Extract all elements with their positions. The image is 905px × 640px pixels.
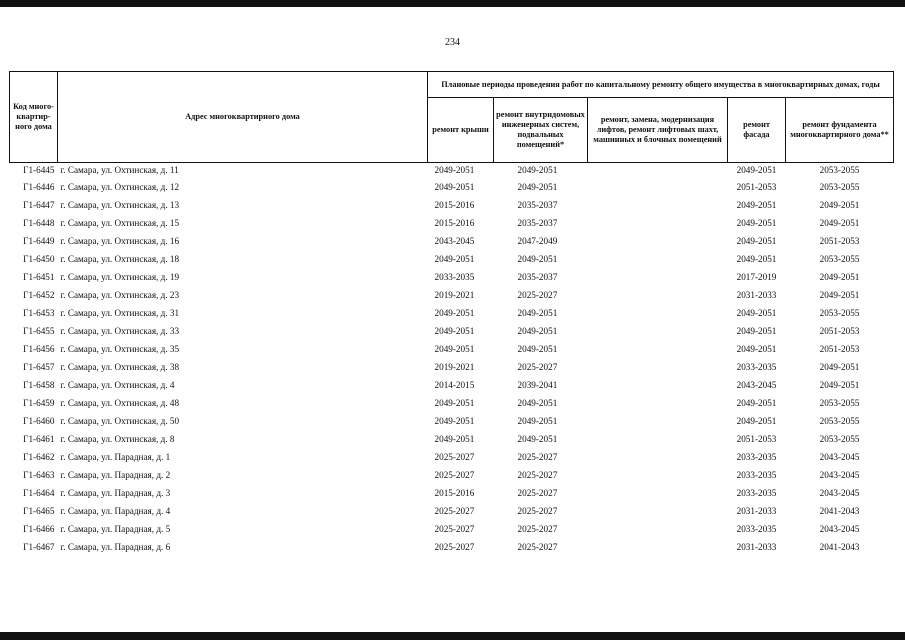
address-cell: г. Самара, ул. Охтинская, д. 12	[60, 182, 180, 192]
table-row	[10, 376, 894, 394]
foundation-period-cell: 2041-2043	[819, 506, 860, 516]
lifts-period-cell	[588, 304, 728, 322]
lifts-period-cell	[588, 340, 728, 358]
table-row	[10, 232, 894, 250]
address-cell: г. Самара, ул. Охтинская, д. 35	[60, 344, 180, 354]
lifts-period-cell	[588, 178, 728, 196]
address-cell: г. Самара, ул. Охтинская, д. 23	[60, 290, 180, 300]
house-code-cell: Г1-6450	[23, 254, 55, 264]
roof-period-cell: 2025-2027	[434, 470, 475, 480]
house-code-cell: Г1-6460	[23, 416, 55, 426]
foundation-period-cell: 2053-2055	[819, 182, 860, 192]
house-code-cell: Г1-6449	[23, 236, 55, 246]
facade-period-cell: 2049-2051	[736, 218, 777, 228]
lifts-period-cell	[588, 520, 728, 538]
house-code-cell: Г1-6458	[23, 380, 55, 390]
house-code-cell: Г1-6457	[23, 362, 55, 372]
foundation-period-cell: 2053-2055	[819, 434, 860, 444]
roof-period-cell: 2015-2016	[434, 218, 475, 228]
address-cell: г. Самара, ул. Охтинская, д. 50	[60, 416, 180, 426]
header-engineering: ремонт внутридомовых инженерных систем, подвальных помещений*	[494, 98, 588, 163]
lifts-period-cell	[588, 394, 728, 412]
facade-period-cell: 2049-2051	[736, 254, 777, 264]
engineering-period-cell: 2049-2051	[517, 398, 558, 408]
engineering-period-cell: 2025-2027	[517, 452, 558, 462]
roof-period-cell: 2049-2051	[434, 344, 475, 354]
engineering-period-cell: 2025-2027	[517, 290, 558, 300]
lifts-period-cell	[588, 484, 728, 502]
lifts-period-cell	[588, 538, 728, 556]
table-header	[10, 72, 894, 163]
foundation-period-cell: 2051-2053	[819, 344, 860, 354]
address-cell: г. Самара, ул. Охтинская, д. 15	[60, 218, 180, 228]
engineering-period-cell: 2049-2051	[517, 416, 558, 426]
roof-period-cell: 2043-2045	[434, 236, 475, 246]
lifts-period-cell	[588, 412, 728, 430]
foundation-period-cell: 2041-2043	[819, 542, 860, 552]
house-code-cell: Г1-6446	[23, 182, 55, 192]
house-code-cell: Г1-6453	[23, 308, 55, 318]
roof-period-cell: 2015-2016	[434, 488, 475, 498]
house-code-cell: Г1-6461	[23, 434, 55, 444]
engineering-period-cell: 2035-2037	[517, 272, 558, 282]
engineering-period-cell: 2049-2051	[517, 326, 558, 336]
foundation-period-cell: 2053-2055	[819, 308, 860, 318]
engineering-period-cell: 2025-2027	[517, 542, 558, 552]
foundation-period-cell: 2051-2053	[819, 236, 860, 246]
lifts-period-cell	[588, 214, 728, 232]
lifts-period-cell	[588, 163, 728, 179]
header-code: Код много-квартир-ного дома	[10, 72, 58, 163]
house-code-cell: Г1-6462	[23, 452, 55, 462]
address-cell: г. Самара, ул. Парадная, д. 1	[60, 452, 171, 462]
address-cell: г. Самара, ул. Охтинская, д. 11	[60, 165, 179, 175]
address-cell: г. Самара, ул. Парадная, д. 4	[60, 506, 171, 516]
address-cell: г. Самара, ул. Охтинская, д. 16	[60, 236, 180, 246]
foundation-period-cell: 2049-2051	[819, 380, 860, 390]
table-row	[10, 268, 894, 286]
facade-period-cell: 2051-2053	[736, 434, 777, 444]
foundation-period-cell: 2051-2053	[819, 326, 860, 336]
capital-repair-schedule-table	[9, 71, 894, 556]
lifts-period-cell	[588, 430, 728, 448]
roof-period-cell: 2014-2015	[434, 380, 475, 390]
header-lifts: ремонт, замена, модернизация лифтов, ремонт лифтовых шахт, машинных и блочных помещений	[588, 98, 728, 163]
roof-period-cell: 2049-2051	[434, 182, 475, 192]
table-row	[10, 412, 894, 430]
lifts-period-cell	[588, 232, 728, 250]
foundation-period-cell: 2053-2055	[819, 254, 860, 264]
house-code-cell: Г1-6456	[23, 344, 55, 354]
facade-period-cell: 2049-2051	[736, 344, 777, 354]
header-foundation: ремонт фундамента многоквартирного дома**	[786, 98, 894, 163]
roof-period-cell: 2019-2021	[434, 362, 475, 372]
facade-period-cell: 2049-2051	[736, 200, 777, 210]
table-row	[10, 322, 894, 340]
facade-period-cell: 2049-2051	[736, 416, 777, 426]
address-cell: г. Самара, ул. Охтинская, д. 8	[60, 434, 175, 444]
lifts-period-cell	[588, 448, 728, 466]
lifts-period-cell	[588, 358, 728, 376]
house-code-cell: Г1-6448	[23, 218, 55, 228]
facade-period-cell: 2049-2051	[736, 308, 777, 318]
facade-period-cell: 2017-2019	[736, 272, 777, 282]
engineering-period-cell: 2049-2051	[517, 182, 558, 192]
facade-period-cell: 2049-2051	[736, 165, 777, 175]
roof-period-cell: 2015-2016	[434, 200, 475, 210]
house-code-cell: Г1-6447	[23, 200, 55, 210]
engineering-period-cell: 2039-2041	[517, 380, 558, 390]
engineering-period-cell: 2049-2051	[517, 254, 558, 264]
engineering-period-cell: 2049-2051	[517, 344, 558, 354]
address-cell: г. Самара, ул. Охтинская, д. 48	[60, 398, 180, 408]
table-body	[10, 163, 894, 557]
engineering-period-cell: 2025-2027	[517, 362, 558, 372]
table-row	[10, 163, 894, 179]
table-row	[10, 538, 894, 556]
address-cell: г. Самара, ул. Охтинская, д. 18	[60, 254, 180, 264]
house-code-cell: Г1-6451	[23, 272, 55, 282]
header-facade: ремонт фасада	[728, 98, 786, 163]
roof-period-cell: 2025-2027	[434, 524, 475, 534]
table-row	[10, 466, 894, 484]
roof-period-cell: 2049-2051	[434, 254, 475, 264]
facade-period-cell: 2033-2035	[736, 452, 777, 462]
facade-period-cell: 2043-2045	[736, 380, 777, 390]
table-row	[10, 286, 894, 304]
foundation-period-cell: 2049-2051	[819, 290, 860, 300]
house-code-cell: Г1-6463	[23, 470, 55, 480]
table-row	[10, 304, 894, 322]
house-code-cell: Г1-6455	[23, 326, 55, 336]
engineering-period-cell: 2049-2051	[517, 308, 558, 318]
roof-period-cell: 2049-2051	[434, 434, 475, 444]
engineering-period-cell: 2049-2051	[517, 165, 558, 175]
roof-period-cell: 2049-2051	[434, 165, 475, 175]
engineering-period-cell: 2035-2037	[517, 200, 558, 210]
table-row	[10, 430, 894, 448]
table-row	[10, 358, 894, 376]
facade-period-cell: 2033-2035	[736, 488, 777, 498]
foundation-period-cell: 2043-2045	[819, 452, 860, 462]
lifts-period-cell	[588, 376, 728, 394]
house-code-cell: Г1-6445	[23, 165, 55, 175]
lifts-period-cell	[588, 268, 728, 286]
roof-period-cell: 2049-2051	[434, 326, 475, 336]
address-cell: г. Самара, ул. Парадная, д. 5	[60, 524, 171, 534]
foundation-period-cell: 2043-2045	[819, 470, 860, 480]
house-code-cell: Г1-6465	[23, 506, 55, 516]
table-row	[10, 502, 894, 520]
roof-period-cell: 2033-2035	[434, 272, 475, 282]
roof-period-cell: 2049-2051	[434, 416, 475, 426]
facade-period-cell: 2051-2053	[736, 182, 777, 192]
roof-period-cell: 2025-2027	[434, 452, 475, 462]
lifts-period-cell	[588, 502, 728, 520]
facade-period-cell: 2033-2035	[736, 362, 777, 372]
facade-period-cell: 2049-2051	[736, 326, 777, 336]
roof-period-cell: 2019-2021	[434, 290, 475, 300]
engineering-period-cell: 2025-2027	[517, 524, 558, 534]
scan-bottom-border	[0, 632, 905, 640]
facade-period-cell: 2031-2033	[736, 506, 777, 516]
header-periods: Плановые периоды проведения работ по капитальному ремонту общего имущества в многоквартирных домах, годы	[428, 72, 894, 98]
lifts-period-cell	[588, 286, 728, 304]
foundation-period-cell: 2049-2051	[819, 362, 860, 372]
address-cell: г. Самара, ул. Парадная, д. 3	[60, 488, 171, 498]
engineering-period-cell: 2025-2027	[517, 488, 558, 498]
engineering-period-cell: 2047-2049	[517, 236, 558, 246]
facade-period-cell: 2031-2033	[736, 290, 777, 300]
table-row	[10, 250, 894, 268]
foundation-period-cell: 2053-2055	[819, 165, 860, 175]
roof-period-cell: 2049-2051	[434, 398, 475, 408]
house-code-cell: Г1-6464	[23, 488, 55, 498]
foundation-period-cell: 2049-2051	[819, 218, 860, 228]
table-row	[10, 520, 894, 538]
table-row	[10, 340, 894, 358]
table-row	[10, 484, 894, 502]
foundation-period-cell: 2049-2051	[819, 272, 860, 282]
house-code-cell: Г1-6466	[23, 524, 55, 534]
facade-period-cell: 2033-2035	[736, 524, 777, 534]
facade-period-cell: 2033-2035	[736, 470, 777, 480]
foundation-period-cell: 2053-2055	[819, 398, 860, 408]
lifts-period-cell	[588, 466, 728, 484]
address-cell: г. Самара, ул. Охтинская, д. 13	[60, 200, 180, 210]
address-cell: г. Самара, ул. Охтинская, д. 19	[60, 272, 180, 282]
house-code-cell: Г1-6459	[23, 398, 55, 408]
address-cell: г. Самара, ул. Парадная, д. 2	[60, 470, 171, 480]
header-roof: ремонт крыши	[428, 98, 494, 163]
roof-period-cell: 2025-2027	[434, 506, 475, 516]
lifts-period-cell	[588, 322, 728, 340]
foundation-period-cell: 2043-2045	[819, 488, 860, 498]
roof-period-cell: 2025-2027	[434, 542, 475, 552]
page-number: 234	[445, 37, 460, 48]
address-cell: г. Самара, ул. Охтинская, д. 33	[60, 326, 180, 336]
header-address: Адрес многоквартирного дома	[58, 72, 428, 163]
facade-period-cell: 2049-2051	[736, 398, 777, 408]
table-row	[10, 448, 894, 466]
engineering-period-cell: 2025-2027	[517, 506, 558, 516]
address-cell: г. Самара, ул. Охтинская, д. 38	[60, 362, 180, 372]
foundation-period-cell: 2043-2045	[819, 524, 860, 534]
engineering-period-cell: 2025-2027	[517, 470, 558, 480]
address-cell: г. Самара, ул. Парадная, д. 6	[60, 542, 171, 552]
scan-top-border	[0, 0, 905, 7]
foundation-period-cell: 2049-2051	[819, 200, 860, 210]
foundation-period-cell: 2053-2055	[819, 416, 860, 426]
house-code-cell: Г1-6467	[23, 542, 55, 552]
table-row	[10, 178, 894, 196]
lifts-period-cell	[588, 250, 728, 268]
engineering-period-cell: 2049-2051	[517, 434, 558, 444]
facade-period-cell: 2049-2051	[736, 236, 777, 246]
lifts-period-cell	[588, 196, 728, 214]
table-row	[10, 214, 894, 232]
address-cell: г. Самара, ул. Охтинская, д. 4	[60, 380, 175, 390]
roof-period-cell: 2049-2051	[434, 308, 475, 318]
table-row	[10, 196, 894, 214]
house-code-cell: Г1-6452	[23, 290, 55, 300]
engineering-period-cell: 2035-2037	[517, 218, 558, 228]
facade-period-cell: 2031-2033	[736, 542, 777, 552]
table-row	[10, 394, 894, 412]
address-cell: г. Самара, ул. Охтинская, д. 31	[60, 308, 180, 318]
